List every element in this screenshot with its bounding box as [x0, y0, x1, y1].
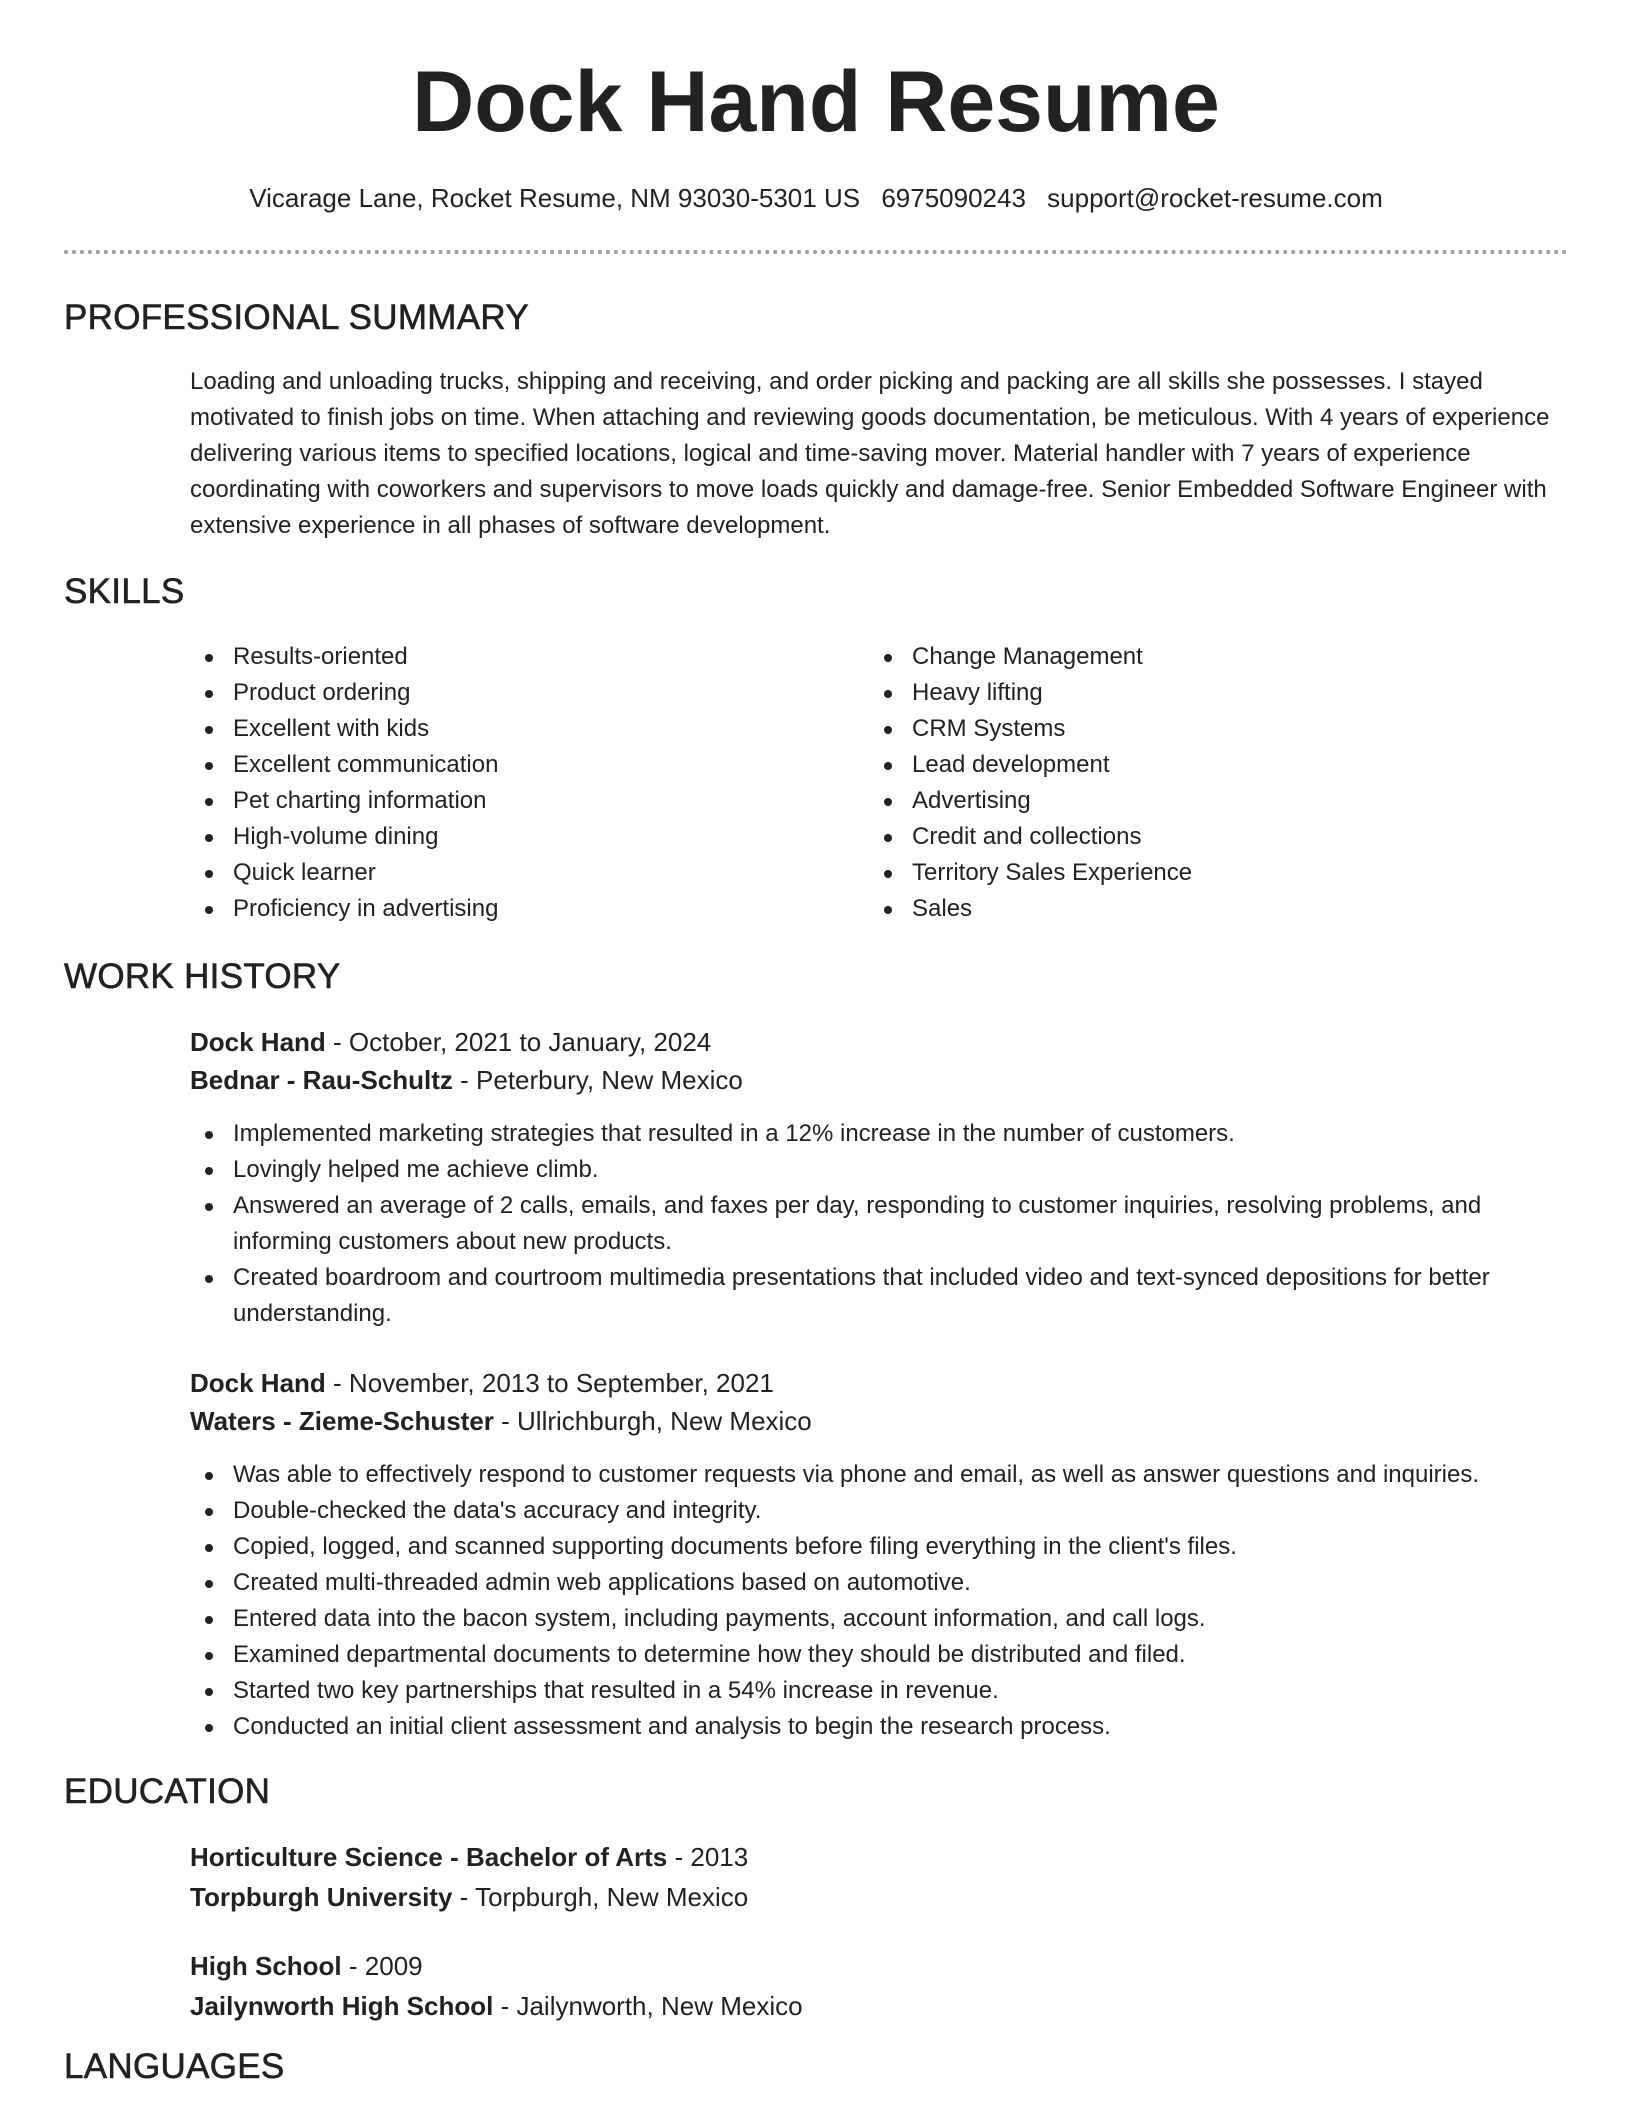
- job-title: Dock Hand: [190, 1027, 326, 1057]
- skill-item: Sales: [869, 891, 1509, 927]
- contact-email: support@rocket-resume.com: [1047, 183, 1383, 213]
- work-heading: WORK HISTORY: [64, 957, 341, 996]
- skill-item: Proficiency in advertising: [190, 891, 830, 927]
- languages-heading: LANGUAGES: [64, 2047, 285, 2086]
- job-duties-list: [190, 1116, 1570, 1332]
- summary-heading: PROFESSIONAL SUMMARY: [64, 298, 529, 337]
- job-duty: Was able to effectively respond to customer requests via phone and email, as well as answer questions and inquiries.: [190, 1457, 1570, 1493]
- resume-title: Dock Hand Resume: [412, 54, 1220, 150]
- job-company: Waters - Zieme-Schuster: [190, 1406, 494, 1436]
- education-location: - Jailynworth, New Mexico: [493, 1991, 803, 2021]
- job-title-line: [190, 1364, 774, 1402]
- job-duty: Conducted an initial client assessment and analysis to begin the research process.: [190, 1709, 1570, 1745]
- education-school-line: [190, 1987, 803, 2025]
- education-school: Torpburgh University: [190, 1882, 453, 1912]
- job-duty: Answered an average of 2 calls, emails, and faxes per day, responding to customer inquiries, resolving problems, and informing customers about new products.: [190, 1188, 1570, 1260]
- contact-phone: 6975090243: [881, 183, 1026, 213]
- skill-item: Credit and collections: [869, 819, 1509, 855]
- job-duty: Implemented marketing strategies that resulted in a 12% increase in the number of customers.: [190, 1116, 1570, 1152]
- job-duty: Examined departmental documents to determine how they should be distributed and filed.: [190, 1637, 1570, 1673]
- header-divider: [64, 250, 1568, 254]
- skills-list-left: [190, 639, 830, 927]
- job-duty: Created multi-threaded admin web applications based on automotive.: [190, 1565, 1570, 1601]
- skill-item: Pet charting information: [190, 783, 830, 819]
- skills-heading: SKILLS: [64, 572, 185, 611]
- education-school: Jailynworth High School: [190, 1991, 494, 2021]
- skill-item: Product ordering: [190, 675, 830, 711]
- job-duty: Created boardroom and courtroom multimedia presentations that included video and text-synced depositions for better understanding.: [190, 1260, 1570, 1332]
- education-degree-line: [190, 1838, 748, 1876]
- contact-line: [0, 178, 1632, 218]
- job-duties-list: [190, 1457, 1570, 1745]
- job-location: - Peterbury, New Mexico: [452, 1065, 743, 1095]
- job-title-line: [190, 1023, 711, 1061]
- skill-item: Results-oriented: [190, 639, 830, 675]
- job-location: - Ullrichburgh, New Mexico: [493, 1406, 812, 1436]
- education-school-line: [190, 1878, 748, 1916]
- education-degree: Horticulture Science - Bachelor of Arts: [190, 1842, 668, 1872]
- education-heading: EDUCATION: [64, 1772, 271, 1811]
- job-duty: Started two key partnerships that resulted in a 54% increase in revenue.: [190, 1673, 1570, 1709]
- skill-item: High-volume dining: [190, 819, 830, 855]
- education-year: - 2009: [341, 1951, 423, 1981]
- job-dates: - October, 2021 to January, 2024: [325, 1027, 712, 1057]
- education-year: - 2013: [667, 1842, 749, 1872]
- education-degree-line: [190, 1947, 423, 1985]
- education-degree: High School: [190, 1951, 342, 1981]
- skill-item: Advertising: [869, 783, 1509, 819]
- skill-item: Lead development: [869, 747, 1509, 783]
- skills-list-right: [869, 639, 1509, 927]
- job-company: Bednar - Rau-Schultz: [190, 1065, 453, 1095]
- job-duty: Double-checked the data's accuracy and integrity.: [190, 1493, 1570, 1529]
- job-duty: Entered data into the bacon system, including payments, account information, and call logs.: [190, 1601, 1570, 1637]
- skill-item: Excellent communication: [190, 747, 830, 783]
- job-duty: Lovingly helped me achieve climb.: [190, 1152, 1570, 1188]
- skill-item: Territory Sales Experience: [869, 855, 1509, 891]
- education-location: - Torpburgh, New Mexico: [452, 1882, 749, 1912]
- skill-item: CRM Systems: [869, 711, 1509, 747]
- job-company-line: [190, 1061, 743, 1099]
- skill-item: Change Management: [869, 639, 1509, 675]
- job-title: Dock Hand: [190, 1368, 326, 1398]
- job-company-line: [190, 1402, 812, 1440]
- job-dates: - November, 2013 to September, 2021: [325, 1368, 774, 1398]
- skill-item: Quick learner: [190, 855, 830, 891]
- summary-text: Loading and unloading trucks, shipping and receiving, and order picking and packing are all skills she possesses. I stayed motivated to finish jobs on time. When attaching and reviewing goods documentation, be meticulous. With 4 years of experience delivering various items to specified locations, logical and time-saving mover. Material handler with 7 years of experience coordinating with coworkers and supervisors to move loads quickly and damage-free. Senior Embedded Software Engineer with extensive experience in all phases of software development.: [190, 368, 1550, 539]
- contact-address: Vicarage Lane, Rocket Resume, NM 93030-5301 US: [249, 183, 861, 213]
- skill-item: Heavy lifting: [869, 675, 1509, 711]
- skill-item: Excellent with kids: [190, 711, 830, 747]
- job-duty: Copied, logged, and scanned supporting documents before filing everything in the client's files.: [190, 1529, 1570, 1565]
